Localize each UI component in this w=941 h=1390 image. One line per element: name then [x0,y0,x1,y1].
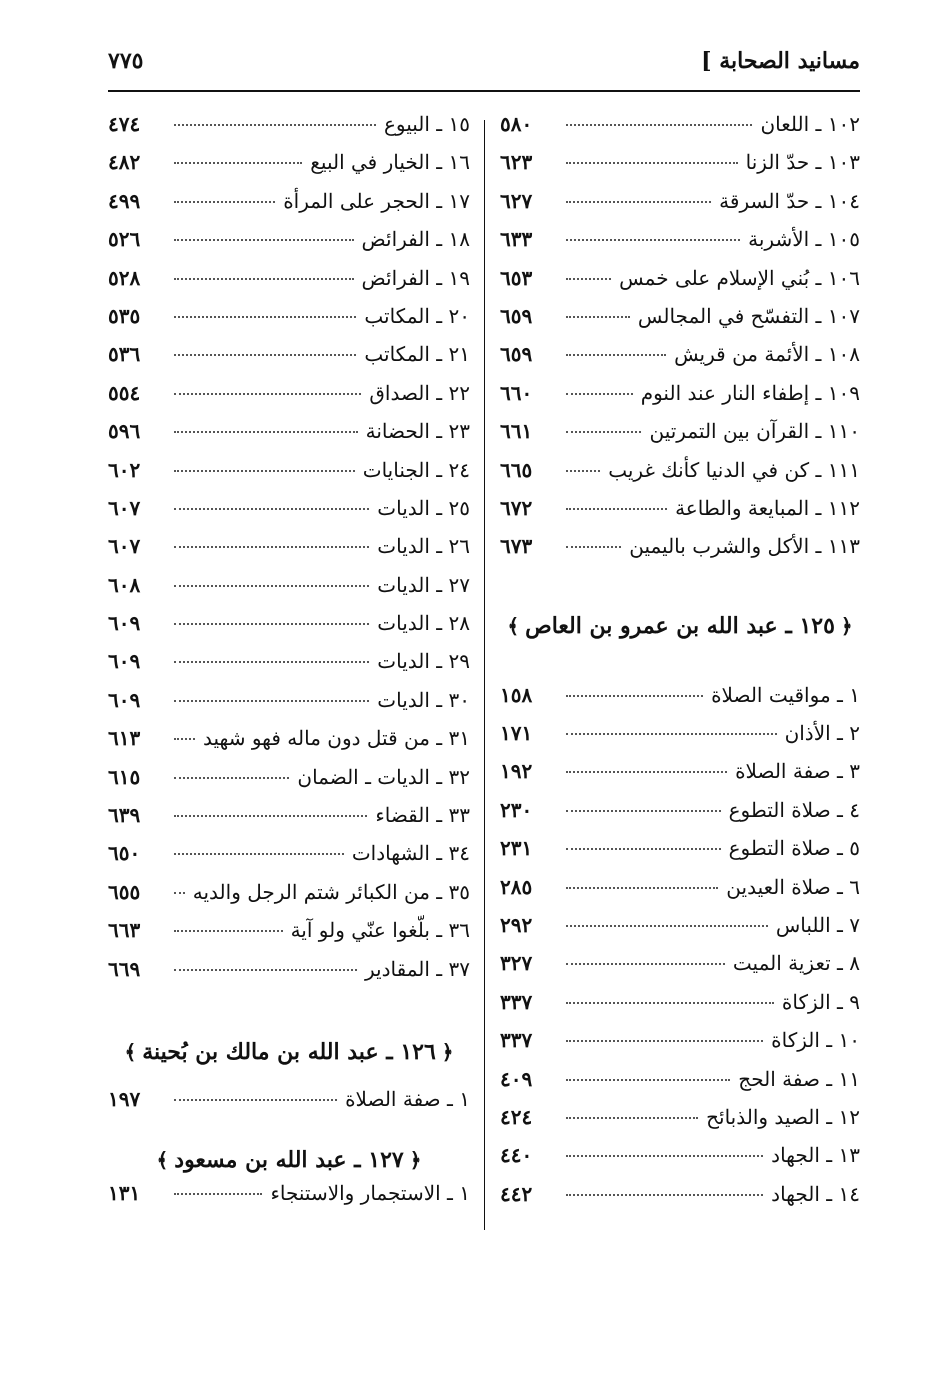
entry-title: ٩ ـ الزكاة [781,989,860,1014]
dot-leader [174,508,369,510]
index-entry [108,496,470,534]
index-entry [108,1181,470,1219]
dot-leader [174,162,302,164]
dot-leader [566,239,740,241]
section-heading-127 [108,1147,470,1173]
entries-127 [108,1181,470,1219]
entry-page-number: ٦٦١ [500,419,533,444]
entry-title: ٣٢ ـ الديات ـ الضمان [297,764,470,789]
index-entry [500,227,860,265]
dot-leader [174,623,369,625]
entry-title: ٢٣ ـ الحضانة [365,419,470,444]
entry-title: ١٠٧ ـ التفسّح في المجالس [637,303,860,328]
entry-page-number: ٦٧٢ [500,495,533,520]
index-entry [108,304,470,342]
page-header [108,40,860,82]
dot-leader [174,354,356,356]
entry-title: ٢ ـ الأذان [784,721,860,746]
dot-leader [566,470,600,472]
index-entry [500,759,860,797]
entry-page-number: ٦٥٣ [500,265,533,290]
dot-leader [174,239,354,241]
entry-title: ٢١ ـ المكاتب [364,342,470,367]
index-entry [500,150,860,188]
entry-page-number: ٤٢٤ [500,1104,533,1129]
entry-page-number: ٦٢٣ [500,150,533,175]
dot-leader [174,892,185,894]
index-entry [108,150,470,188]
entry-title: ٣٤ ـ الشهادات [351,841,470,866]
dot-leader [174,316,356,318]
entry-title: ٤ ـ صلاة التطوع [728,797,860,822]
index-entry [500,534,860,572]
entry-title: ٣ ـ صفة الصلاة [735,759,860,784]
index-entry [108,957,470,995]
entry-page-number: ٦٥٩ [500,342,533,367]
index-entry [108,458,470,496]
entry-page-number: ٢٣٠ [500,797,533,822]
dot-leader [174,700,369,702]
entry-page-number: ٣٣٧ [500,1028,533,1053]
entry-title: ١١٢ ـ المبايعة والطاعة [675,495,860,520]
entry-page-number: ٦٠٨ [108,572,141,597]
dot-leader [566,810,721,812]
dot-leader [566,695,703,697]
dot-leader [566,1117,698,1119]
index-entry [108,112,470,150]
dot-leader [566,278,611,280]
entry-page-number: ١٥٨ [500,682,533,707]
entry-page-number: ٥٢٦ [108,227,141,252]
entry-title: ٢٩ ـ الديات [377,649,470,674]
entry-page-number: ٤٨٢ [108,150,141,175]
entry-title: ١١ ـ صفة الحج [738,1066,860,1091]
section-title: ١٢٥ ـ عبد الله بن عمرو بن العاص [525,612,835,639]
index-entry [500,496,860,534]
index-entry [108,381,470,419]
entry-page-number: ٦١٥ [108,764,141,789]
index-entry [108,189,470,227]
entry-title: ٣٣ ـ القضاء [375,803,470,828]
dot-leader [566,162,738,164]
entry-title: ١٤ ـ الجهاد [771,1181,860,1206]
dot-leader [566,316,630,318]
entry-title: ٢٦ ـ الديات [377,534,470,559]
running-head: مسانيد الصحابة ] [701,48,860,74]
index-entry [500,990,860,1028]
entry-title: ٦ ـ صلاة العيدين [726,874,860,899]
index-entry [108,726,470,764]
left-column-entries-top [108,112,470,995]
section-title: ١٢٧ ـ عبد الله بن مسعود [174,1147,404,1174]
dot-leader [566,1155,763,1157]
dot-leader [566,1002,774,1004]
entry-page-number: ٦٠٢ [108,457,141,482]
entry-page-number: ٥٢٨ [108,265,141,290]
dot-leader [566,1079,730,1081]
dot-leader [566,393,633,395]
dot-leader [566,733,777,735]
entry-page-number: ٤٧٤ [108,112,141,136]
index-entry [108,266,470,304]
index-entry [500,112,860,150]
index-entry [108,419,470,457]
dot-leader [566,925,768,927]
dot-leader [174,1099,337,1101]
entry-title: ٢٥ ـ الديات [377,495,470,520]
dot-leader [566,963,725,965]
index-entry [500,1182,860,1220]
entry-page-number: ٥٣٦ [108,342,141,367]
dot-leader [174,546,369,548]
section-heading-125 [500,613,860,639]
entry-title: ١٨ ـ الفرائض [361,227,470,252]
entry-page-number: ٥٨٠ [500,112,533,136]
index-entry [108,688,470,726]
dot-leader [566,1194,763,1196]
entry-title: ٢٤ ـ الجنايات [362,457,470,482]
dot-leader [174,585,369,587]
index-entry [500,189,860,227]
entry-page-number: ٦٥٩ [500,303,533,328]
section-heading-126 [108,1039,470,1065]
index-entry [500,419,860,457]
index-entry [500,266,860,304]
index-entry [500,458,860,496]
dot-leader [566,124,752,126]
dot-leader [174,124,376,126]
dot-leader [174,777,289,779]
index-entry [108,227,470,265]
entry-title: ١٠٦ ـ بُني الإسلام على خمس [619,265,860,290]
index-entry [500,721,860,759]
entry-page-number: ٦١٣ [108,726,141,751]
entry-title: ١٠٤ ـ حدّ السرقة [719,188,860,213]
dot-leader [566,546,621,548]
ornament-close: ﴾ [156,1148,169,1173]
entry-page-number: ١٩٢ [500,759,533,784]
dot-leader [566,887,718,889]
entry-title: ١ ـ الاستجمار والاستنجاء [270,1181,470,1206]
dot-leader [174,969,357,971]
entry-page-number: ٢٩٢ [500,913,533,938]
entry-title: ٧ ـ اللباس [775,913,860,938]
index-entry [108,918,470,956]
dot-leader [174,930,283,932]
ornament-open: ﴿ [840,613,853,638]
dot-leader [174,815,367,817]
index-entry [500,683,860,721]
ornament-open: ﴿ [409,1148,422,1173]
entry-title: ١٦ ـ الخيار في البيع [310,150,470,175]
entry-title: ٢٨ ـ الديات [377,611,470,636]
entry-title: ١٣ ـ الجهاد [771,1143,860,1168]
entry-page-number: ٦٣٩ [108,803,141,828]
column-divider [484,120,485,1230]
entry-page-number: ٦٥٥ [108,879,141,904]
index-entry [500,913,860,951]
header-rule [108,90,860,92]
entry-title: ١١٣ ـ الأكل والشرب باليمين [629,534,860,559]
entry-page-number: ٣٣٧ [500,989,533,1014]
entry-page-number: ٥٩٦ [108,419,141,444]
index-entry [108,765,470,803]
dot-leader [566,201,711,203]
entry-title: ٣٦ ـ بلّغوا عنّي ولو آية [290,918,470,943]
dot-leader [566,1040,763,1042]
dot-leader [566,354,666,356]
index-entry [500,1143,860,1181]
entry-page-number: ٦٠٧ [108,534,141,559]
entry-title: ٢٠ ـ المكاتب [364,303,470,328]
entry-page-number: ٤٩٩ [108,188,141,213]
index-entry [500,798,860,836]
index-entry [108,1087,470,1125]
index-entry [500,1067,860,1105]
entry-page-number: ٦٦٠ [500,380,533,405]
entry-title: ٥ ـ صلاة التطوع [728,836,860,861]
index-entry [108,880,470,918]
index-entry [500,1028,860,1066]
entry-page-number: ٦٠٧ [108,495,141,520]
entry-title: ١٧ ـ الحجر على المرأة [283,188,470,213]
index-entry [108,803,470,841]
entry-page-number: ٦٠٩ [108,649,141,674]
entry-page-number: ٦٠٩ [108,687,141,712]
dot-leader [174,1193,262,1195]
entry-title: ٣٧ ـ المقادير [365,956,470,981]
dot-leader [566,508,667,510]
entry-title: ١١١ ـ كن في الدنيا كأنك غريب [608,457,860,482]
index-entry [500,304,860,342]
entry-title: ٨ ـ تعزية الميت [732,951,860,976]
entry-page-number: ١٧١ [500,721,533,746]
right-column-entries-bottom [500,683,860,1220]
entry-page-number: ٦٥٠ [108,841,141,866]
entry-page-number: ٦٦٥ [500,457,533,482]
dot-leader [174,661,369,663]
dot-leader [174,393,361,395]
index-entry [500,381,860,419]
entry-page-number: ٦٢٧ [500,188,533,213]
index-entry [108,611,470,649]
entry-page-number: ٥٥٤ [108,380,141,405]
dot-leader [174,470,355,472]
dot-leader [174,853,344,855]
entry-page-number: ١٣١ [108,1181,141,1206]
dot-leader [566,771,727,773]
entry-page-number: ٤٤٢ [500,1181,533,1206]
dot-leader [174,431,358,433]
entry-page-number: ٤٤٠ [500,1143,533,1168]
index-entry [108,342,470,380]
entry-title: ١٠٨ ـ الأئمة من قريش [674,342,860,367]
index-entry [500,342,860,380]
entry-title: ١ ـ مواقيت الصلاة [711,682,860,707]
entry-page-number: ٦٦٩ [108,956,141,981]
dot-leader [174,738,195,740]
index-entry [108,841,470,879]
entries-126 [108,1087,470,1125]
index-entry [500,875,860,913]
entry-title: ٣٥ ـ من الكبائر شتم الرجل والديه [192,879,470,904]
ornament-close: ﴾ [507,613,520,638]
entry-title: ٢٢ ـ الصداق [369,380,470,405]
index-entry [108,649,470,687]
entry-page-number: ١٩٧ [108,1086,141,1111]
index-entry [108,573,470,611]
entry-title: ١٠٣ ـ حدّ الزنا [745,150,860,175]
entry-page-number: ٢٣١ [500,836,533,861]
dot-leader [566,431,641,433]
index-entry [500,951,860,989]
left-column [108,112,470,1220]
entry-page-number: ٦٠٩ [108,611,141,636]
entry-page-number: ٥٣٥ [108,303,141,328]
entry-page-number: ٣٢٧ [500,951,533,976]
entry-title: ١٩ ـ الفرائض [361,265,470,290]
right-column [500,112,860,1220]
entry-page-number: ٦٣٣ [500,227,533,252]
entry-title: ١٥ ـ البيوع [383,112,470,136]
ornament-close: ﴾ [124,1039,137,1064]
right-column-entries-top [500,112,860,573]
dot-leader [174,278,354,280]
entry-title: ٣٠ ـ الديات [377,687,470,712]
page-number: ٧٧٥ [108,48,144,74]
entry-page-number: ٢٨٥ [500,874,533,899]
entry-title: ١٠٢ ـ اللعان [760,112,860,136]
entry-title: ٣١ ـ من قتل دون ماله فهو شهيد [202,726,470,751]
dot-leader [566,848,721,850]
entry-title: ١١٠ ـ القرآن بين التمرتين [649,419,860,444]
index-entry [108,534,470,572]
entry-title: ٢٧ ـ الديات [377,572,470,597]
entry-title: ١ ـ صفة الصلاة [345,1086,470,1111]
index-entry [500,1105,860,1143]
entry-title: ١٠٩ ـ إطفاء النار عند النوم [640,380,860,405]
dot-leader [174,201,275,203]
entry-title: ١٠ ـ الزكاة [771,1028,860,1053]
entry-title: ١٠٥ ـ الأشربة [748,227,860,252]
index-entry [500,836,860,874]
ornament-open: ﴿ [441,1039,454,1064]
entry-page-number: ٦٧٣ [500,534,533,559]
entry-title: ١٢ ـ الصيد والذبائح [706,1104,860,1129]
entry-page-number: ٦٦٣ [108,918,141,943]
section-title: ١٢٦ ـ عبد الله بن مالك بن بُحينة [142,1038,436,1065]
entry-page-number: ٤٠٩ [500,1066,533,1091]
